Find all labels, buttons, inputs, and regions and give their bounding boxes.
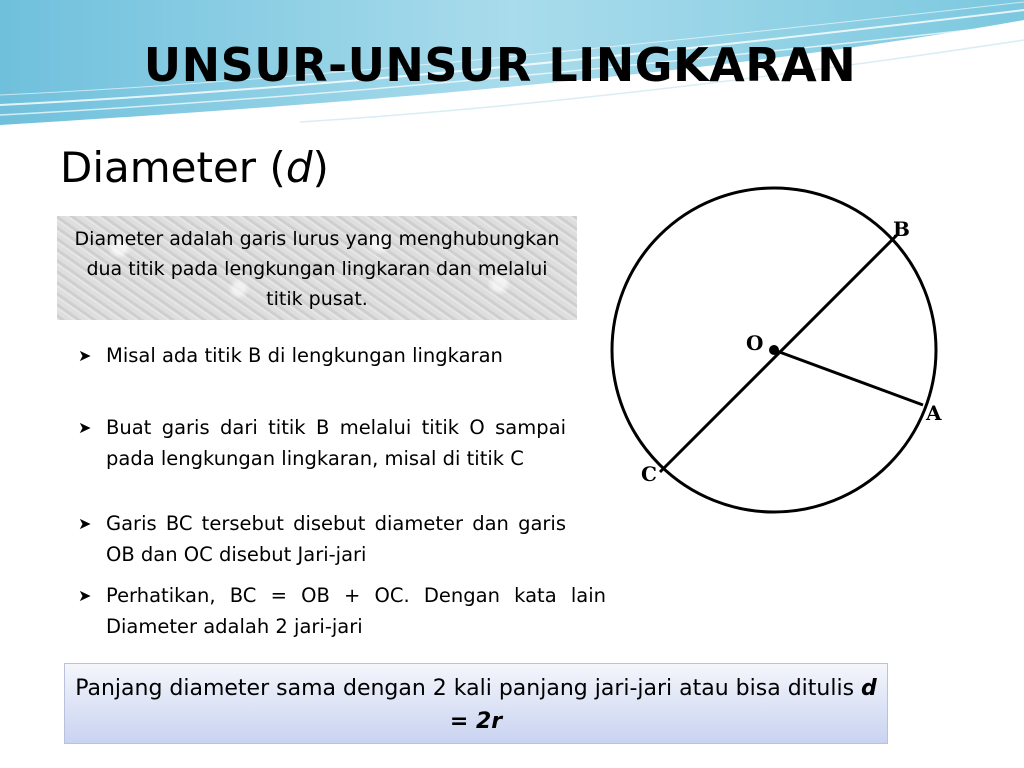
heading-close: ) (312, 143, 329, 192)
summary-formula: d = 2r (449, 676, 877, 734)
arrow-bullet-icon: ➤ (78, 514, 92, 533)
page-title: UNSUR-UNSUR LINGKARAN (143, 38, 857, 92)
arrow-bullet-icon: ➤ (78, 418, 92, 437)
bullet-item (78, 508, 566, 570)
arrow-bullet-icon: ➤ (78, 586, 92, 605)
bullet-item (78, 340, 566, 371)
bullet-text: Buat garis dari titik B melalui titik O sampai pada lengkungan lingkaran, misal di titik C (106, 416, 566, 470)
heading-text: Diameter ( (60, 143, 286, 192)
bullet-item (78, 580, 606, 642)
label-point-b: B (893, 217, 910, 241)
arrow-bullet-icon: ➤ (78, 346, 92, 365)
circle-diagram (600, 180, 960, 520)
section-heading (60, 143, 329, 192)
bullet-item (78, 412, 566, 474)
label-point-a: A (926, 401, 942, 425)
summary-box (64, 663, 888, 744)
summary-text: Panjang diameter sama dengan 2 kali panjang jari-jari atau bisa ditulis (75, 676, 862, 701)
diameter-line-bc (660, 235, 897, 472)
label-point-c: C (641, 462, 657, 486)
definition-box: Diameter adalah garis lurus yang menghubungkan dua titik pada lengkungan lingkaran dan melalui titik pusat. (57, 216, 577, 320)
bullet-text: Misal ada titik B di lengkungan lingkaran (106, 344, 503, 367)
bullet-text: Perhatikan, BC = OB + OC. Dengan kata lain Diameter adalah 2 jari-jari (106, 584, 606, 638)
heading-variable: d (285, 143, 313, 192)
center-point (769, 345, 779, 355)
radius-line-oa (774, 350, 923, 405)
label-center-o: O (746, 331, 764, 355)
bullet-text: Garis BC tersebut disebut diameter dan garis OB dan OC disebut Jari-jari (106, 512, 566, 566)
